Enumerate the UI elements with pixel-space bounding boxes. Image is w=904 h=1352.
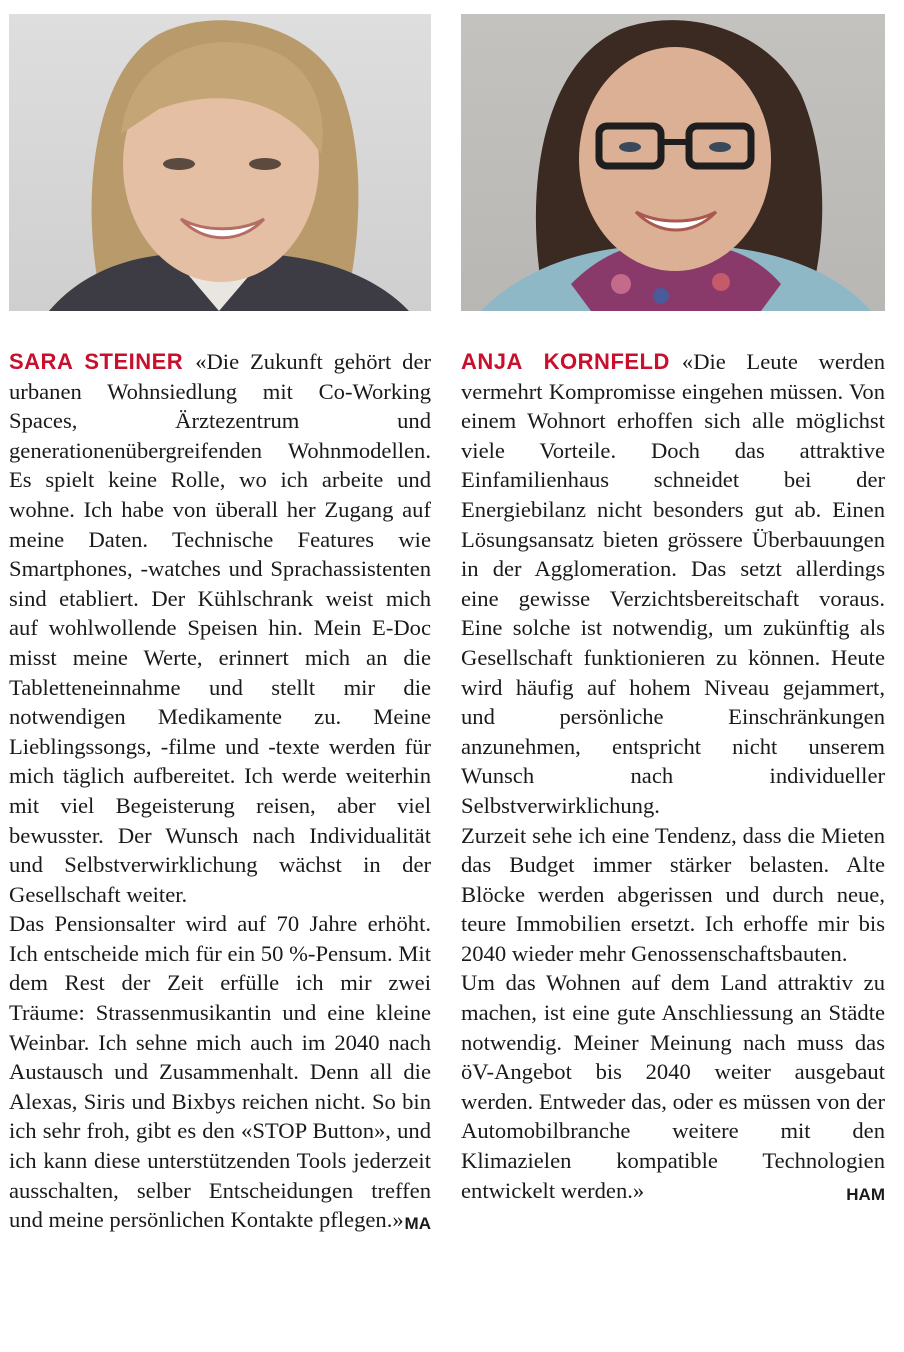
author-name: ANJA KORNFELD	[461, 349, 670, 374]
paragraph	[461, 968, 885, 1205]
paragraph	[9, 347, 431, 909]
portrait-illustration-right	[461, 14, 885, 311]
author-initials: MA	[404, 1214, 431, 1234]
paragraph-text: «Die Zukunft gehört der urbanen Wohnsiedlung mit Co-Working Spaces, Ärztezentrum und generationenübergreifenden Wohnmodellen. Es spielt keine Rolle, wo ich arbeite und wohne. Ich habe von überall her Zugang auf meine Daten. Technische Features wie Smartphones, -watches und Sprachassistenten sind etabliert. Der Kühlschrank weist mich auf wohlwollende Speisen hin. Mein E-Doc misst meine Werte, erinnert mich an die Tabletteneinnahme und stellt mir die notwendigen Medikamente zu. Meine Lieblingssongs, -filme und -texte werden für mich täglich aufbereitet. Ich werde weiterhin mit viel Begeisterung reisen, aber viel bewusster. Der Wunsch nach Individualität und Selbstverwirklichung wächst in der Gesellschaft weiter.	[9, 349, 431, 907]
portrait-photo-anja-kornfeld	[461, 14, 885, 311]
paragraph-text: Das Pensionsalter wird auf 70 Jahre erhöht. Ich entscheide mich für ein 50 %-Pensum. Mit dem Rest der Zeit erfülle ich mir zwei Träume: Strassenmusikantin und eine kleine Weinbar. Ich sehne mich auch im 2040 nach Austausch und Zusammenhalt. Denn all die Alexas, Siris und Bixbys reichen nicht. So bin ich sehr froh, gibt es den «STOP Button», und ich kann diese unterstützenden Tools jederzeit ausschalten, selber Entscheidungen treffen und meine persönlichen Kontakte pflegen.»	[9, 911, 431, 1233]
paragraph	[9, 909, 431, 1235]
author-initials: HAM	[846, 1184, 885, 1204]
portrait-illustration-left	[9, 14, 431, 311]
article-text-left	[9, 347, 431, 1235]
paragraph-text: Um das Wohnen auf dem Land attraktiv zu machen, ist eine gute Anschliessung an Städte notwendig. Meiner Meinung nach muss das öV-Angebot bis 2040 weiter ausgebaut werden. Entweder das, oder es müssen von der Automobilbranche weitere mit den Klimazielen kompatible Technologien entwickelt werden.»	[461, 970, 885, 1203]
article-column-left	[9, 14, 431, 1239]
portrait-photo-sara-steiner	[9, 14, 431, 311]
paragraph	[461, 347, 885, 821]
paragraph	[461, 821, 885, 969]
article-text-right	[461, 347, 885, 1205]
paragraph-text: «Die Leute werden vermehrt Kompromisse eingehen müssen. Von einem Wohnort erhoffen sich alle möglichst viele Vorteile. Doch das attraktive Einfamilienhaus schneidet bei der Energiebilanz nicht besonders gut ab. Einen Lösungsansatz bieten grössere Überbauungen in der Agglomeration. Das setzt allerdings eine gewisse Verzichtsbereitschaft voraus. Eine solche ist notwendig, um zukünftig als Gesellschaft funktionieren zu können. Heute wird häufig auf hohem Niveau gejammert, und persönliche Einschränkungen anzunehmen, entspricht nicht unserem Wunsch nach individueller Selbstverwirklichung.	[461, 349, 885, 818]
article-column-right	[461, 14, 885, 1209]
paragraph-text: Zurzeit sehe ich eine Tendenz, dass die Mieten das Budget immer stärker belasten. Alte Blöcke werden abgerissen und durch neue, teure Immobilien ersetzt. Ich erhoffe mir bis 2040 wieder mehr Genossenschaftsbauten.	[461, 822, 885, 966]
author-name: SARA STEINER	[9, 349, 184, 374]
